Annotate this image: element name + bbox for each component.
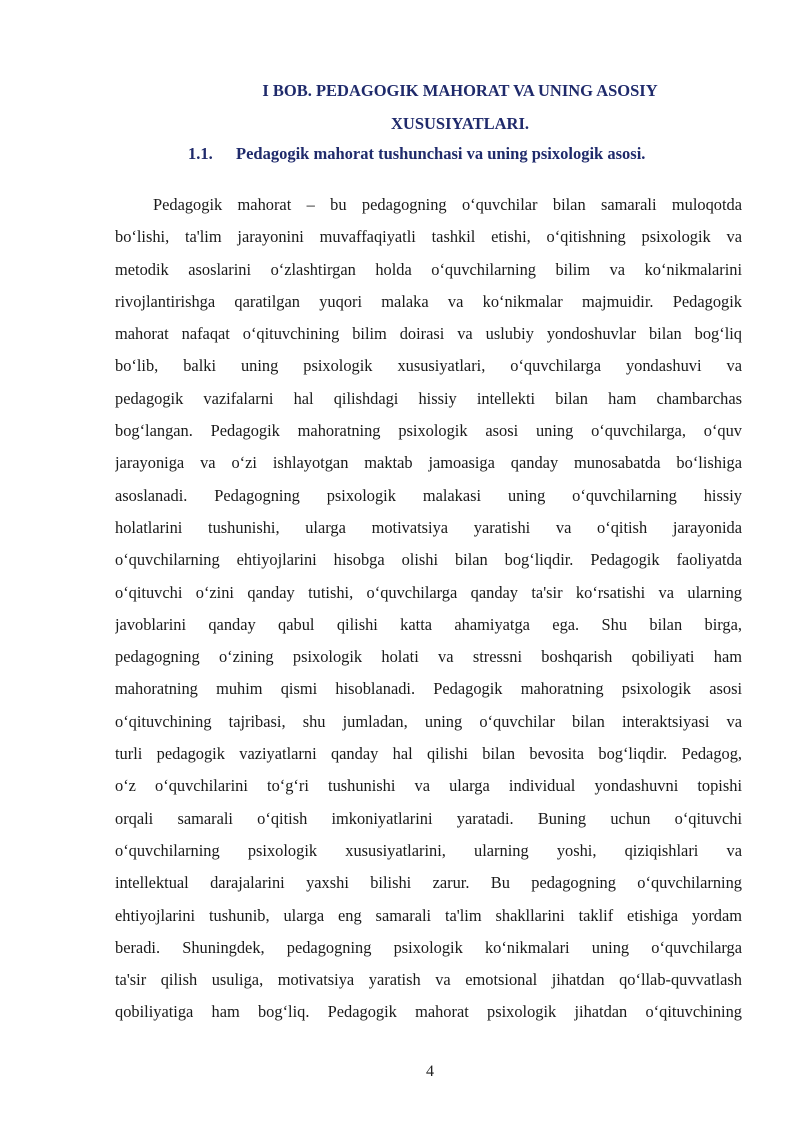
section-title: Pedagogik mahorat tushunchasi va uning psixologik asosi.: [236, 144, 646, 163]
paragraph-line: oʻqituvchi oʻzini qanday tutishi, oʻquvchilarga qanday ta'sir koʻrsatishi va ularning: [115, 582, 742, 602]
paragraph-line: bogʻlangan. Pedagogik mahoratning psixologik asosi uning oʻquvchilarga, oʻquv: [115, 421, 742, 441]
section-number: 1.1.: [188, 144, 213, 163]
paragraph-line: oʻqituvchining tajribasi, shu jumladan, uning oʻquvchilar bilan interaktsiyasi va: [115, 711, 742, 731]
paragraph-line: metodik asoslarini oʻzlashtirgan holda oʻquvchilarning bilim va koʻnikmalarini: [115, 259, 742, 279]
paragraph-line: pedagogning oʻzining psixologik holati va stressni boshqarish qobiliyati ham: [115, 647, 742, 667]
paragraph-line: holatlarini tushunishi, ularga motivatsiya yaratishi va oʻqitish jarayonida: [115, 517, 742, 537]
paragraph-line: turli pedagogik vaziyatlarni qanday hal qilishi bilan bevosita bogʻliqdir. Pedagog,: [115, 744, 742, 764]
paragraph-line: javoblarini qanday qabul qilishi katta ahamiyatga ega. Shu bilan birga,: [115, 614, 742, 634]
paragraph-line: ehtiyojlarini tushunib, ularga eng samarali ta'lim shakllarini taklif etishiga yordam: [115, 905, 742, 925]
page-number: 4: [426, 1063, 434, 1080]
paragraph-line: oʻz oʻquvchilarini toʻgʻri tushunishi va ularga individual yondashuvni topishi: [115, 776, 742, 796]
paragraph-line: intellektual darajalarini yaxshi bilishi zarur. Bu pedagogning oʻquvchilarning: [115, 873, 742, 893]
paragraph-line: boʻlishi, ta'lim jarayonini muvaffaqiyatli tashkil etishi, oʻqitishning psixologik va: [115, 227, 742, 247]
paragraph-line: mahorat nafaqat oʻqituvchining bilim doirasi va uslubiy yondoshuvlar bilan bogʻliq: [115, 324, 742, 344]
paragraph-line: ta'sir qilish usuliga, motivatsiya yaratish va emotsional jihatdan qoʻllab-quvvatlash: [115, 970, 742, 990]
paragraph-line: rivojlantirishga qaratilgan yuqori malaka va koʻnikmalar majmuidir. Pedagogik: [115, 291, 742, 311]
chapter-title: [115, 74, 800, 140]
paragraph-line: pedagogik vazifalarni hal qilishdagi hissiy intellekti bilan ham chambarchas: [115, 388, 742, 408]
paragraph-line: boʻlib, balki uning psixologik xususiyatlari, oʻquvchilarga yondashuvi va: [115, 356, 742, 376]
paragraph-line: oʻquvchilarning ehtiyojlarini hisobga olishi bilan bogʻliqdir. Pedagogik faoliyatda: [115, 550, 742, 570]
paragraph-line: oʻquvchilarning psixologik xususiyatlarini, ularning yoshi, qiziqishlari va: [115, 840, 742, 860]
section-heading: [188, 141, 645, 167]
paragraph-line: asoslanadi. Pedagogning psixologik malakasi uning oʻquvchilarning hissiy: [115, 485, 742, 505]
chapter-title-line-1: I BOB. PEDAGOGIK MAHORAT VA UNING ASOSIY: [262, 81, 658, 100]
chapter-title-line-2: XUSUSIYATLARI.: [390, 114, 529, 133]
paragraph-line: orqali samarali oʻqitish imkoniyatlarini yaratadi. Buning uchun oʻqituvchi: [115, 808, 742, 828]
paragraph-line: mahoratning muhim qismi hisoblanadi. Pedagogik mahoratning psixologik asosi: [115, 679, 742, 699]
paragraph-line: qobiliyatiga ham bogʻliq. Pedagogik mahorat psixologik jihatdan oʻqituvchining: [115, 1002, 742, 1022]
paragraph-line: beradi. Shuningdek, pedagogning psixologik koʻnikmalari uning oʻquvchilarga: [115, 937, 742, 957]
paragraph-line: Pedagogik mahorat – bu pedagogning oʻquvchilar bilan samarali muloqotda: [153, 195, 742, 214]
paragraph-line: jarayoniga va oʻzi ishlayotgan maktab jamoasiga qanday munosabatda boʻlishiga: [115, 453, 742, 473]
body-paragraph: [115, 189, 742, 1029]
